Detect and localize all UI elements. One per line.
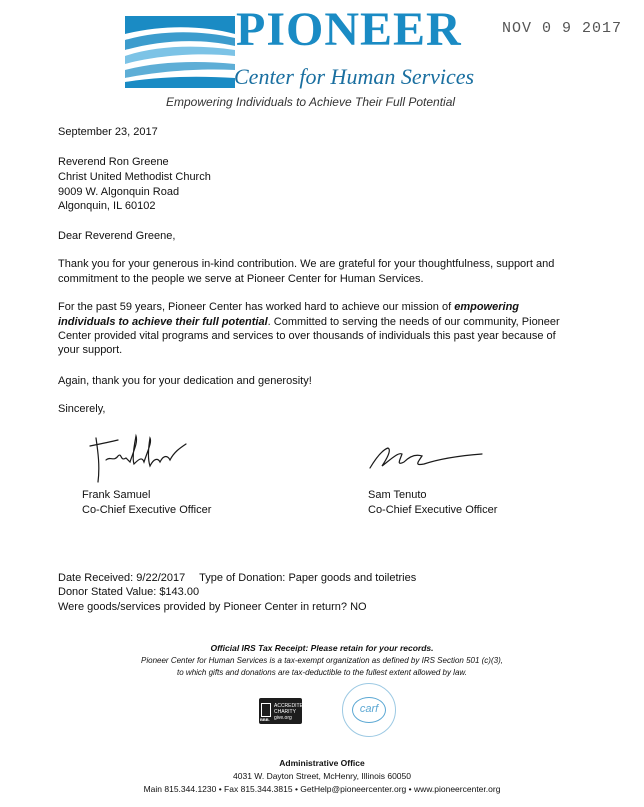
recipient-street: 9009 W. Algonquin Road bbox=[58, 186, 180, 198]
donation-type-value: Paper goods and toiletries bbox=[288, 572, 417, 584]
bbb-line-1: ACCREDITED bbox=[274, 703, 307, 709]
org-tagline: Empowering Individuals to Achieve Their Full Potential bbox=[166, 95, 456, 109]
date-received-value: 9/22/2017 bbox=[136, 572, 186, 584]
footer-office-label: Administrative Office bbox=[279, 758, 365, 768]
signatory-1-name: Frank Samuel bbox=[82, 489, 151, 501]
donor-value-row bbox=[58, 585, 199, 600]
bbb-line-2: CHARITY bbox=[274, 709, 296, 715]
pioneer-logo-mark bbox=[125, 12, 235, 92]
recipient-city-state-zip: Algonquin, IL 60102 bbox=[58, 200, 156, 212]
bbb-torch-icon bbox=[261, 703, 271, 717]
bbb-accredited-charity-badge bbox=[259, 698, 307, 724]
tax-receipt-line-1: Pioneer Center for Human Services is a tax-exempt organization as defined by IRS Section 501 (c)(3), bbox=[141, 656, 503, 665]
bbb-mark: BBB. bbox=[260, 717, 270, 722]
signatory-2-title: Co-Chief Executive Officer bbox=[368, 504, 498, 516]
recipient-organization: Christ United Methodist Church bbox=[58, 171, 211, 183]
bbb-line-3: give.org bbox=[274, 715, 292, 721]
paragraph-1-line-1: Thank you for your generous in-kind contribution. We are grateful for your thoughtfulness, support and bbox=[58, 258, 555, 270]
return-answer: NO bbox=[350, 601, 367, 613]
signatory-1-title: Co-Chief Executive Officer bbox=[82, 504, 212, 516]
return-question-row bbox=[58, 600, 367, 615]
org-name: PIONEER bbox=[236, 3, 462, 56]
carf-label: carf bbox=[359, 703, 379, 715]
footer-contact: Main 815.344.1230 • Fax 815.344.3815 • GetHelp@pioneercenter.org • www.pioneercenter.org bbox=[143, 784, 501, 794]
mission-emphasis-end: individuals to achieve their full potential bbox=[58, 316, 268, 328]
letter-date: September 23, 2017 bbox=[58, 126, 158, 138]
signatory-2-name: Sam Tenuto bbox=[368, 489, 427, 501]
paragraph-2-line-1-text: For the past 59 years, Pioneer Center has worked hard to achieve our mission of bbox=[58, 301, 455, 313]
paragraph-2-line-2 bbox=[58, 315, 560, 330]
received-date-stamp: NOV 0 9 2017 bbox=[502, 20, 623, 37]
recipient-name: Reverend Ron Greene bbox=[58, 156, 169, 168]
tax-receipt-line-2: to which gifts and donations are tax-deductible to the fullest extent allowed by law. bbox=[177, 668, 467, 677]
paragraph-2-line-1 bbox=[58, 300, 519, 315]
paragraph-2-line-2-text: . Committed to serving the needs of our community, Pioneer bbox=[267, 316, 560, 328]
donor-value-label: Donor Stated Value: bbox=[58, 586, 157, 598]
signature-sam-tenuto bbox=[366, 440, 486, 472]
donor-value-amount: $143.00 bbox=[159, 586, 200, 598]
paragraph-3: Again, thank you for your dedication and generosity! bbox=[58, 375, 312, 387]
salutation: Dear Reverend Greene, bbox=[58, 230, 176, 242]
date-received-label: Date Received: bbox=[58, 572, 134, 584]
paragraph-2-line-3: Center provided vital programs and services to over thousands of individuals this past year because of bbox=[58, 330, 556, 342]
org-subtitle: Center for Human Services bbox=[234, 64, 475, 89]
signature-frank-samuel bbox=[88, 432, 198, 486]
tax-receipt-heading: Official IRS Tax Receipt: Please retain for your records. bbox=[210, 643, 434, 653]
paragraph-1-line-2: commitment to the people we serve at Pioneer Center for Human Services. bbox=[58, 273, 424, 285]
closing: Sincerely, bbox=[58, 403, 106, 415]
carf-accreditation-badge bbox=[342, 683, 396, 737]
paragraph-2-line-4: your support. bbox=[58, 344, 123, 356]
footer-address: 4031 W. Dayton Street, McHenry, Illinois 60050 bbox=[233, 771, 411, 781]
donation-received-row bbox=[58, 571, 416, 586]
mission-emphasis-start: empowering bbox=[454, 301, 520, 313]
donation-type-label: Type of Donation: bbox=[199, 572, 286, 584]
return-question: Were goods/services provided by Pioneer Center in return? bbox=[58, 601, 348, 613]
